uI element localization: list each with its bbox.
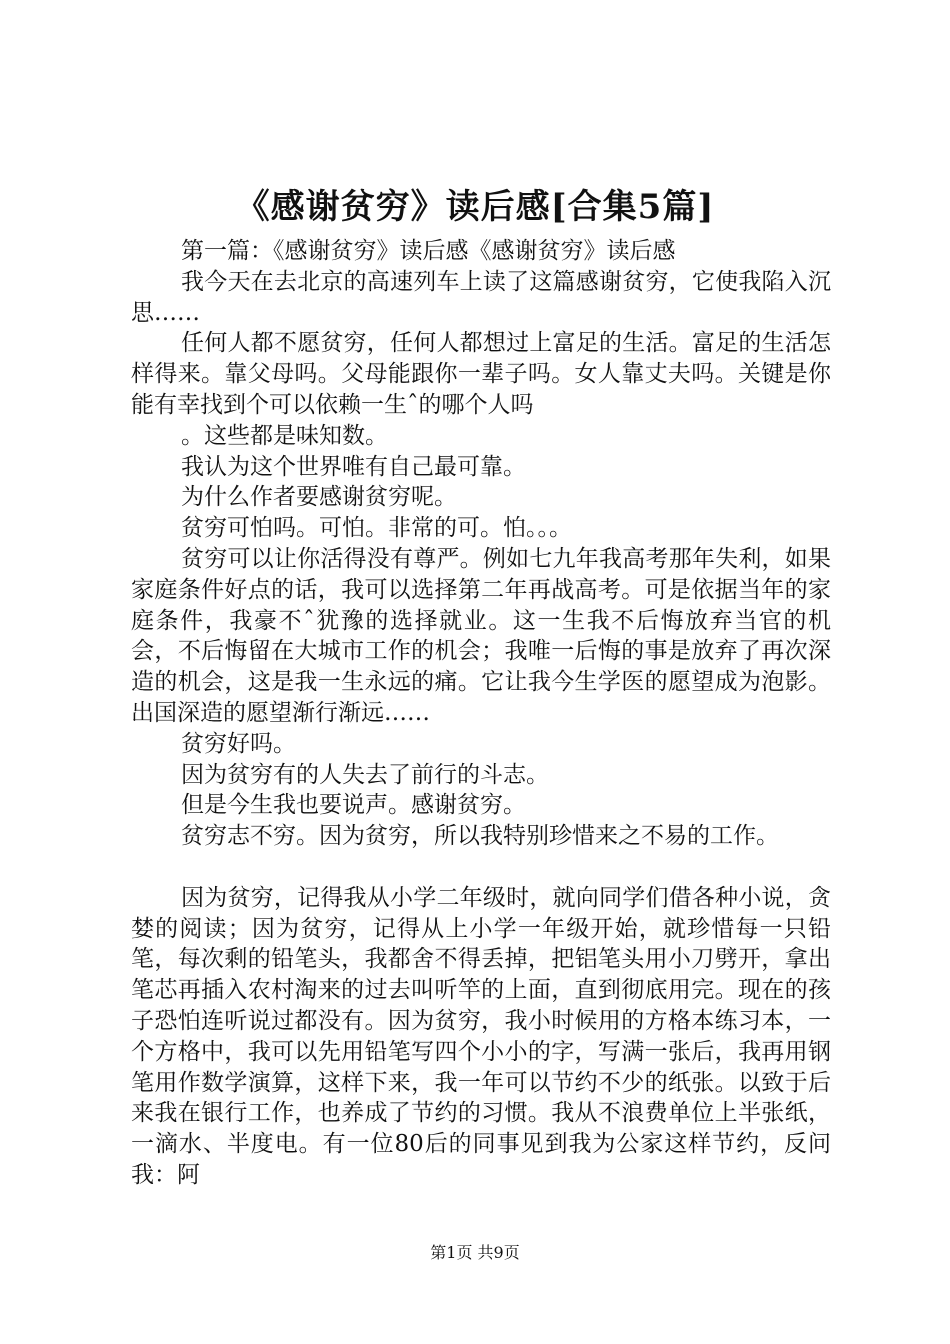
document-title: 《感谢贫穷》读后感[合集5篇] [235, 187, 715, 227]
paragraph: 因为贫穷有的人失去了前行的斗志。 [181, 761, 549, 788]
paragraph: 。这些都是味知数。 [181, 422, 388, 449]
paragraph: 我认为这个世界唯有自己最可靠。 [181, 453, 526, 480]
paragraph: 贫穷志不穷。因为贫穷，所以我特别珍惜来之不易的工作。 [181, 823, 779, 850]
paragraph: 贫穷可怕吗。可怕。非常的可。怕。。。 [181, 515, 572, 542]
blank-line [131, 852, 831, 883]
document-body [131, 236, 831, 1191]
paragraph: 我今天在去北京的高速列车上读了这篇感谢贫穷，它使我陷入沉思…… [131, 268, 831, 326]
paragraph: 贫穷可以让你活得没有尊严。例如七九年我高考那年失利，如果家庭条件好点的话，我可以选择第二年再战高考。可是依据当年的家庭条件，我豪不ˆ犹豫的选择就业。这一生我不后悔放弃当官的机会，不后悔留在大城市工作的机会；我唯一后悔的事是放弃了再次深造的机会，这是我一生永远的痛。它让我今生学医的愿望成为泡影。出国深造的愿望渐行渐远…… [131, 545, 831, 726]
paragraph: 为什么作者要感谢贫穷呢。 [181, 484, 457, 511]
paragraph: 第一篇：《感谢贫穷》读后感《感谢贫穷》读后感 [181, 238, 676, 264]
paragraph: 但是今生我也要说声。感谢贫穷。 [181, 792, 526, 819]
page-footer: 第1页 共9页 [430, 1243, 520, 1262]
paragraph: 贫穷好吗。 [181, 730, 296, 757]
paragraph: 任何人都不愿贫穷，任何人都想过上富足的生活。富足的生活怎样得来。靠父母吗。父母能跟你一辈子吗。女人靠丈夫吗。关键是你能有幸找到个可以依赖一生ˆ的哪个人吗 [131, 330, 831, 418]
paragraph: 因为贫穷，记得我从小学二年级时，就向同学们借各种小说，贪婪的阅读；因为贫穷，记得从上小学一年级开始，就珍惜每一只铅笔，每次剩的铅笔头，我都舍不得丢掉，把铝笔头用小刀劈开，拿出笔芯再插入农村淘来的过去叫听竿的上面，直到彻底用完。现在的孩子恐怕连听说过都没有。因为贫穷，我小时候用的方格本练习本，一个方格中，我可以先用铅笔写四个小小的字，写满一张后，我再用钢笔用作数学演算，这样下来，我一年可以节约不少的纸张。以致于后来我在银行工作，也养成了节约的习惯。我从不浪费单位上半张纸，一滴水、半度电。有一位80后的同事见到我为公家这样节约，反问我：阿 [131, 884, 831, 1188]
